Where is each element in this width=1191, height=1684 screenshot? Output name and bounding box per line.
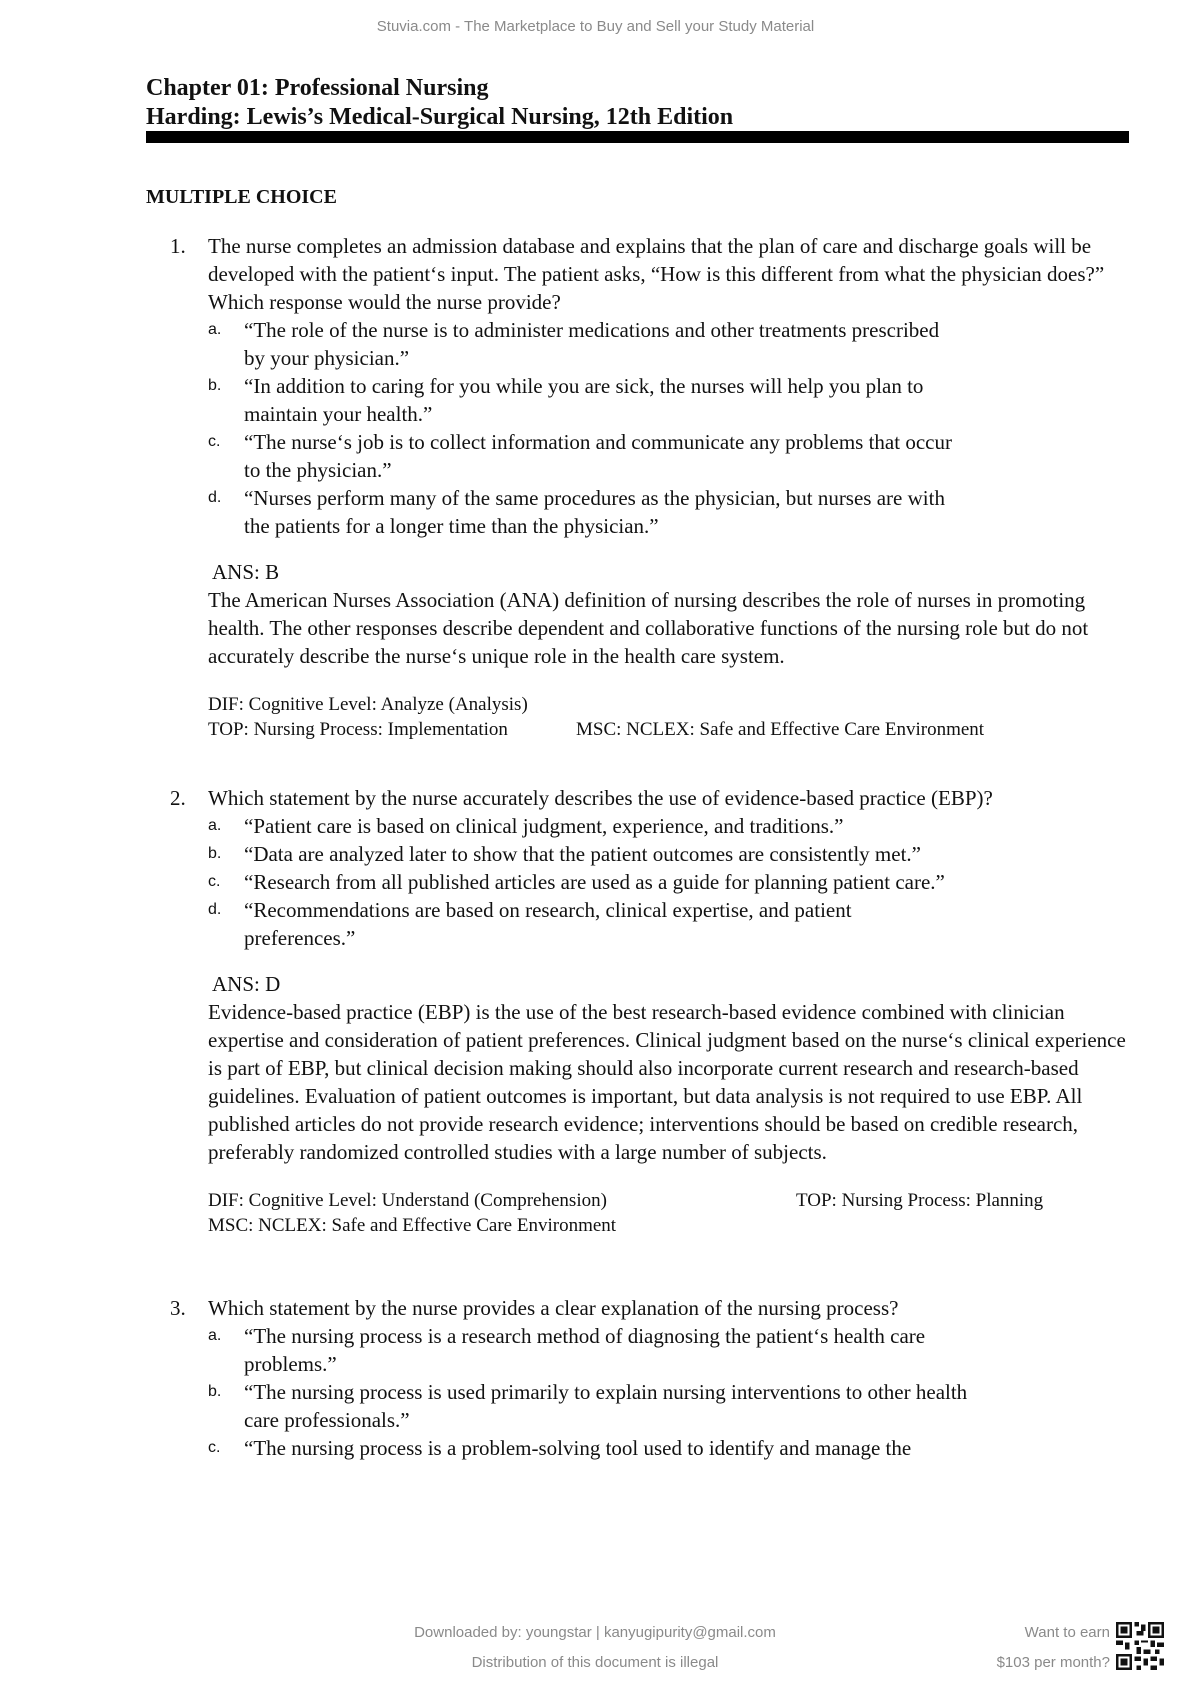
option-a [208,316,964,372]
option-letter: a. [208,321,222,338]
option-letter: a. [208,817,222,834]
meta-msc: MSC: NCLEX: Safe and Effective Care Environment [208,1215,617,1236]
downloaded-by: Downloaded by: youngstar | kanyugipurity@gmail.com [414,1624,776,1641]
earn-promo[interactable] [968,1618,1110,1678]
header-rule [146,131,1129,143]
option-text: “Patient care is based on clinical judgment, experience, and traditions.” [244,814,844,838]
option-letter: d. [208,901,222,918]
option-text: “In addition to caring for you while you are sick, the nurses will help you plan to maintain your health.” [244,374,924,426]
question-stem: Which statement by the nurse accurately describes the use of evidence-based practice (EBP)? [208,786,993,810]
answer-block [208,970,1130,1166]
option-text: “Recommendations are based on research, clinical expertise, and patient preferences.” [244,898,852,950]
document-header [146,74,1129,132]
option-c [208,1434,1130,1462]
meta-top: TOP: Nursing Process: Implementation [208,719,508,740]
option-c [208,868,1130,896]
book-title: Harding: Lewis’s Medical-Surgical Nursing, 12th Edition [146,104,734,130]
option-letter: c. [208,873,221,890]
question-number: 3. [170,1296,186,1320]
rationale: Evidence-based practice (EBP) is the use of the best research-based evidence combined with clinician expertise and consideration of patient preferences. Clinical judgment based on the nurse‘s clinical experience is part of EBP, but clinical decision making should also incorporate current research and research-based guidelines. Evaluation of patient outcomes is important, but data analysis is not required to use EBP. All published articles do not provide research evidence; interventions should be based on credible research, preferably randomized controlled studies with a large number of subjects. [208,1000,1126,1164]
question-meta [208,692,1130,742]
option-letter: b. [208,845,222,862]
options-list [208,812,1130,952]
answer-block [208,558,1130,670]
question-3 [170,1294,1130,1462]
section-title: MULTIPLE CHOICE [146,186,337,208]
question-2 [170,784,1130,1238]
distribution-notice: Distribution of this document is illegal [471,1654,719,1671]
question-1 [170,232,1130,742]
option-text: “The nursing process is used primarily to explain nursing interventions to other health care professionals.” [244,1380,968,1432]
chapter-title: Chapter 01: Professional Nursing [146,75,489,101]
option-letter: c. [208,433,221,450]
earn-line-1: Want to earn [1024,1624,1110,1641]
option-text: “Research from all published articles are used as a guide for planning patient care.” [244,870,945,894]
meta-dif: DIF: Cognitive Level: Understand (Comprehension) [208,1190,607,1211]
option-a [208,1322,964,1378]
earn-line-2: $103 per month? [996,1654,1110,1671]
option-letter: c. [208,1439,221,1456]
option-d [208,484,964,540]
question-number: 1. [170,234,186,258]
option-letter: b. [208,1383,222,1400]
option-b [208,840,1130,868]
answer-key: ANS: D [212,972,281,996]
answer-key: ANS: B [212,560,280,584]
question-stem: Which statement by the nurse provides a clear explanation of the nursing process? [208,1296,899,1320]
option-text: “Data are analyzed later to show that the patient outcomes are consistently met.” [244,842,921,866]
rationale: The American Nurses Association (ANA) definition of nursing describes the role of nurses in promoting health. The other responses describe dependent and collaborative functions of the nursing role but do not accurately describe the nurse‘s unique role in the health care system. [208,588,1089,668]
option-text: “The nursing process is a problem-solving tool used to identify and manage the [244,1436,912,1460]
options-list [208,1322,1130,1462]
options-list [208,316,1130,540]
option-b [208,1378,974,1434]
option-c [208,428,964,484]
option-text: “Nurses perform many of the same procedures as the physician, but nurses are with the patients for a longer time than the physician.” [244,486,945,538]
option-text: “The nurse‘s job is to collect information and communicate any problems that occur to the physician.” [244,430,952,482]
meta-msc: MSC: NCLEX: Safe and Effective Care Environment [576,719,985,740]
option-text: “The role of the nurse is to administer medications and other treatments prescribed by your physician.” [244,318,940,370]
option-b [208,372,964,428]
option-letter: d. [208,489,222,506]
question-stem: The nurse completes an admission database and explains that the plan of care and discharge goals will be developed with the patient‘s input. The patient asks, “How is this different from what the physician does?” Which response would the nurse provide? [208,234,1105,314]
meta-top: TOP: Nursing Process: Planning [796,1190,1044,1211]
question-meta [208,1188,1130,1238]
option-letter: b. [208,377,222,394]
meta-dif: DIF: Cognitive Level: Analyze (Analysis) [208,694,528,715]
watermark-top: Stuvia.com - The Marketplace to Buy and Sell your Study Material [376,18,815,35]
option-a [208,812,1130,840]
qr-code-icon[interactable] [1116,1622,1164,1670]
option-d [208,896,924,952]
option-text: “The nursing process is a research method of diagnosing the patient‘s health care problems.” [244,1324,926,1376]
question-number: 2. [170,786,186,810]
option-letter: a. [208,1327,222,1344]
